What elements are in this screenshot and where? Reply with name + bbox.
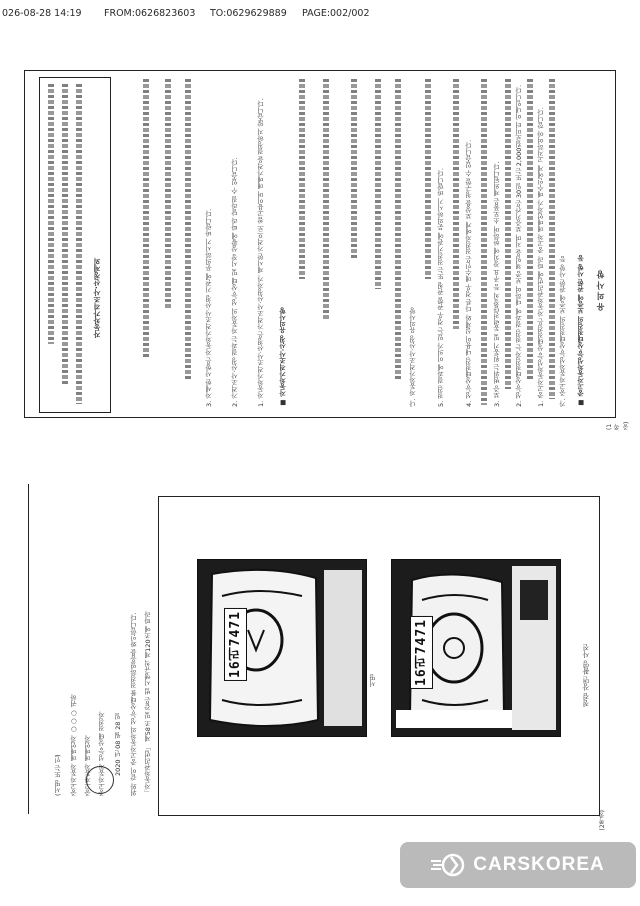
text-block-line xyxy=(76,84,82,404)
text-block-line xyxy=(299,79,305,279)
car-photo-front xyxy=(391,559,561,737)
form-line: 「자동차관리법」 제58조 및 같은 법 시행규칙 제120조에 따라 xyxy=(144,611,152,796)
fax-header xyxy=(0,8,640,22)
plate-number-side: 16러7471 xyxy=(224,608,247,681)
fax-from: FROM:0626823603 xyxy=(104,8,196,19)
notice-header-1: ■ 중고자동차성능·상태점검의 보증에 관한 사항 등 xyxy=(577,255,585,407)
inspection-page-tag: (2쪽중) xyxy=(599,810,606,831)
notice-line: 2. 성능·상태점검자는 점검 결과에 대하여 보증 책임을 지며 보증기간은 30일 또는 2,000킬로미터 이내입니다. xyxy=(515,84,523,407)
watermark-brand: CARSKOREA xyxy=(473,854,605,875)
notice-line: 1. 중고자동차성능·상태점검은 자동차관리법에 따라 중고차 매매업자가 매수인에게 고지하여야 합니다. xyxy=(537,107,545,407)
notice-line: 나. 자동차가격조사·산정 유의사항 xyxy=(409,307,417,407)
page-edge-line xyxy=(28,484,29,814)
price-note-box xyxy=(39,77,111,413)
text-block-line xyxy=(527,79,533,379)
text-block-line xyxy=(48,84,54,344)
notice-page xyxy=(18,58,630,430)
text-block-line xyxy=(549,79,555,399)
text-block-line xyxy=(143,79,149,359)
form-line: 중고자동차 성능·상태 점검자 xyxy=(98,711,106,796)
form-line: 중고자동차 매매업자 ○○○ 귀하 xyxy=(70,694,78,796)
notice-frame xyxy=(24,70,616,418)
seal-label: 서명 xyxy=(369,674,377,687)
text-block-line xyxy=(185,79,191,379)
form-date: 2020 년 08 월 28 일 xyxy=(114,713,122,776)
notice-header-2: ■ 자동차가격조사·산정 유의사항 xyxy=(279,307,287,407)
notice-line: 3. 자세한 사항은 자동차가격조사·산정 기관에 문의하시기 바랍니다. xyxy=(205,208,213,407)
notice-line: 2. 가격조사·산정 결과는 자동차의 성능·상태 및 시장 상황에 따라 달라질 수 있습니다. xyxy=(231,157,239,407)
text-block-line xyxy=(351,79,357,259)
text-block-line xyxy=(395,79,401,379)
notice-line: 가. 중고자동차성능·상태점검의 보증에 관한 사항 등 xyxy=(559,256,567,407)
photo-frame xyxy=(158,496,600,816)
signature-note: (서명 또는 인) xyxy=(54,754,62,796)
car-photo-side xyxy=(197,559,367,737)
text-block-line xyxy=(165,79,171,309)
text-block-line xyxy=(62,84,68,384)
form-line: 중고자동차 매매업자 xyxy=(84,735,92,796)
photo-caption: 점검 장면 촬영 사진 xyxy=(582,644,590,707)
notice-section-title: 유 의 사 항 xyxy=(596,270,605,311)
notice-line: 1. 자동차가격조사·산정은 가격조사·산정자가 제시한 가격으로 참고용이며 매매가격을 결정하지 않습니다. xyxy=(257,98,265,407)
notice-page-tag: (1쪽중) xyxy=(606,421,630,430)
text-block-line xyxy=(505,79,511,389)
text-block-line xyxy=(481,79,487,405)
text-block-line xyxy=(323,79,329,319)
official-stamp xyxy=(86,766,114,794)
notice-line: 3. 보증 범위는 원동기 및 동력전달장치 등 주요 장치에 한하며 소모품은 제외됩니다. xyxy=(493,161,501,407)
form-line: 위와 같이 중고자동차의 성능·상태를 점검하였음을 확인합니다. xyxy=(130,612,138,796)
text-block-line xyxy=(375,79,381,289)
fax-page: PAGE:002/002 xyxy=(302,8,370,19)
fax-to: TO:0629629889 xyxy=(210,8,287,19)
text-block-line xyxy=(425,79,431,279)
carskorea-watermark xyxy=(400,842,636,888)
carskorea-logo-icon xyxy=(431,852,465,878)
inspection-page xyxy=(18,476,622,836)
notice-line: 4. 성능·상태점검 내용이 실제와 다른 경우 매수인은 점검자에게 보상을 청구할 수 있습니다. xyxy=(465,139,473,407)
fax-date-time: 026-08-28 14:19 xyxy=(2,8,82,19)
plate-number-front: 16러7471 xyxy=(410,616,433,689)
text-block-line xyxy=(453,79,459,329)
price-note-title: 자동차가격조사·산정제외 xyxy=(93,258,101,338)
notice-line: 5. 점검 결과에 이의가 있는 경우 관할 관청 또는 점검기관에 문의하시기 바랍니다. xyxy=(437,168,445,407)
